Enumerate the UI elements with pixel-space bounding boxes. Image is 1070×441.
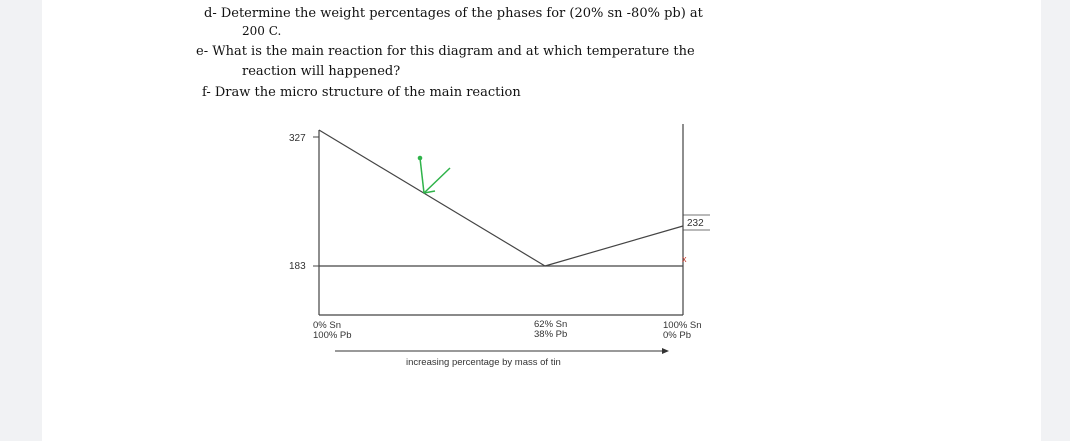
temp-183-label: 183 [289,261,306,272]
question-e-line1: e- What is the main reaction for this diagram and at which temperature the [196,44,695,59]
arrow-head-icon [662,348,669,354]
mid-comp-line1: 62% Sn [534,319,568,330]
document-page [42,0,1041,441]
axis-caption: increasing percentage by mass of tin [406,357,561,368]
left-comp-line1: 0% Sn [313,320,341,331]
right-comp-line2: 0% Pb [663,330,691,341]
green-arrow-icon [418,156,450,193]
question-f-line1: f- Draw the micro structure of the main reaction [202,85,521,100]
liquidus-left [319,130,545,266]
question-d-line2: 200 C. [242,24,282,38]
question-d-line1: d- Determine the weight percentages of the phases for (20% sn -80% pb) at [204,6,703,21]
left-comp-line2: 100% Pb [313,330,352,341]
question-e-line2: reaction will happened? [242,64,401,79]
liquidus-right [545,226,683,266]
mid-comp-line2: 38% Pb [534,329,568,340]
temp-327-label: 327 [289,133,306,144]
red-tick-marker: x [682,254,687,264]
right-comp-line1: 100% Sn [663,320,702,331]
phase-diagram [42,0,1041,441]
temp-232-label: 232 [687,218,704,229]
